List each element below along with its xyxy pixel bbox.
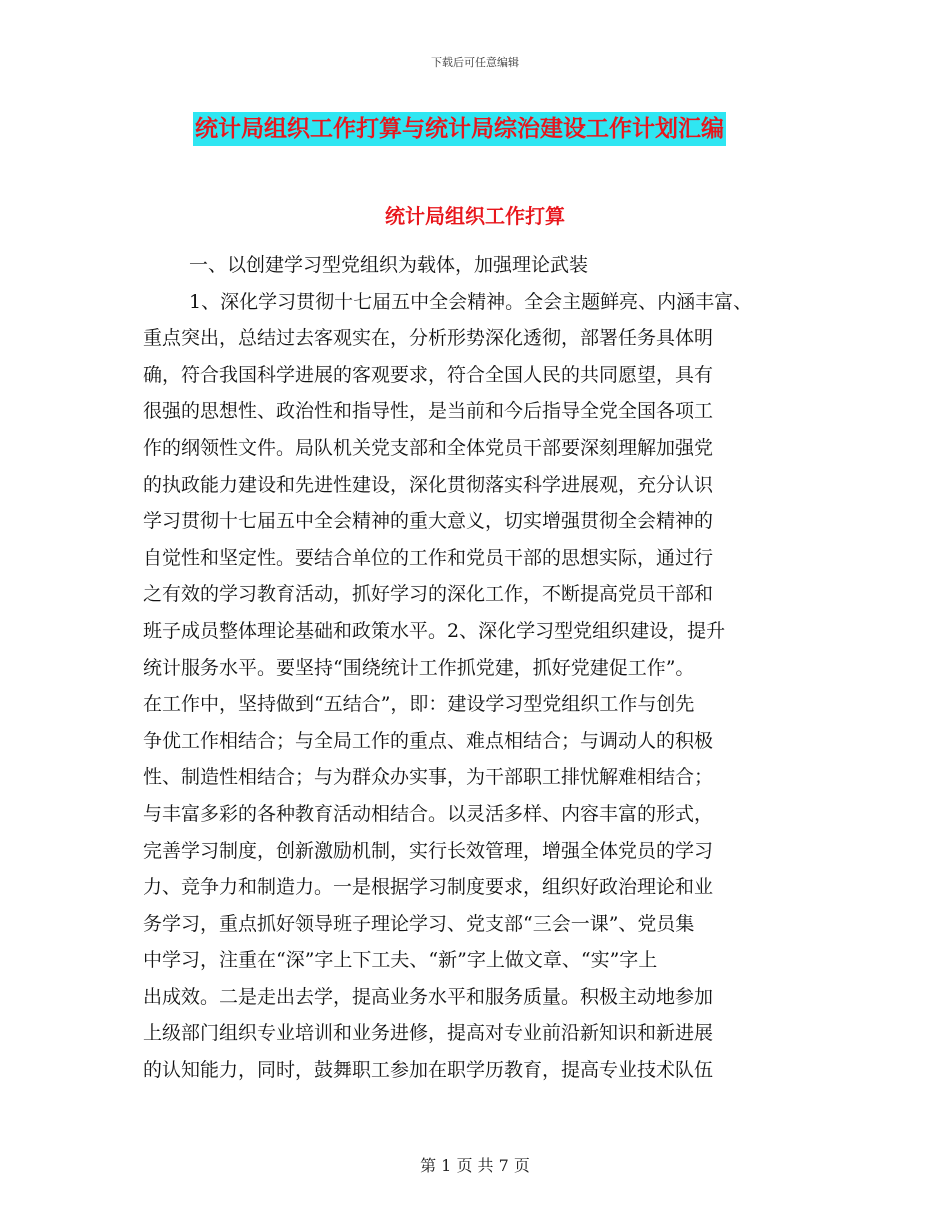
footer-suffix: 页	[513, 1156, 530, 1175]
body-text	[143, 247, 813, 1089]
body-line: 确，符合我国科学进展的客观要求，符合全国人民的共同愿望，具有	[143, 363, 714, 386]
body-line: 学习贯彻十七届五中全会精神的重大意义，切实增强贯彻全会精神的	[143, 510, 714, 533]
body-line: 重点突出，总结过去客观实在，分析形势深化透彻，部署任务具体明	[143, 327, 714, 350]
body-line: 1、深化学习贯彻十七届五中全会精神。全会主题鲜亮、内涵丰富、	[189, 290, 753, 313]
body-line: 完善学习制度，创新激励机制，实行长效管理，增强全体党员的学习	[143, 839, 714, 862]
body-line: 统计服务水平。要坚持“围绕统计工作抓党建，抓好党建促工作”。	[143, 656, 695, 679]
body-line: 上级部门组织专业培训和业务进修，提高对专业前沿新知识和新进展	[143, 1022, 714, 1045]
header-note: 下载后可任意编辑	[431, 56, 519, 69]
body-line: 出成效。二是走出去学，提高业务水平和服务质量。积极主动地参加	[143, 985, 714, 1008]
footer-prefix: 第	[420, 1156, 437, 1175]
body-line: 班子成员整体理论基础和政策水平。2、深化学习型党组织建设，提升	[143, 619, 726, 642]
page-footer	[0, 1153, 950, 1176]
body-line: 与丰富多彩的各种教育活动相结合。以灵活多样、内容丰富的形式，	[143, 802, 714, 825]
section-title: 统计局组织工作打算	[385, 204, 565, 228]
footer-middle: 页 共	[456, 1156, 494, 1175]
footer-total-pages: 7	[498, 1156, 509, 1175]
body-line: 争优工作相结合；与全局工作的重点、难点相结合；与调动人的积极	[143, 729, 714, 752]
footer-page-number: 1	[441, 1156, 452, 1175]
body-line: 自觉性和坚定性。要结合单位的工作和党员干部的思想实际，通过行	[143, 546, 714, 569]
body-line: 的执政能力建设和先进性建设，深化贯彻落实科学进展观，充分认识	[143, 473, 714, 496]
body-line: 在工作中，坚持做到“五结合”，即：建设学习型党组织工作与创先	[143, 693, 695, 716]
body-line: 一、以创建学习型党组织为载体，加强理论武装	[189, 254, 589, 276]
body-line: 之有效的学习教育活动，抓好学习的深化工作，不断提高党员干部和	[143, 583, 714, 606]
body-line: 很强的思想性、政治性和指导性，是当前和今后指导全党全国各项工	[143, 400, 714, 423]
body-line: 的认知能力，同时，鼓舞职工参加在职学历教育，提高专业技术队伍	[143, 1059, 714, 1082]
body-line: 中学习，注重在“深”字上下工夫、“新”字上做文章、“实”字上	[143, 949, 658, 972]
body-line: 力、竞争力和制造力。一是根据学习制度要求，组织好政治理论和业	[143, 876, 714, 899]
body-line: 作的纲领性文件。局队机关党支部和全体党员干部要深刻理解加强党	[143, 436, 714, 459]
body-line: 性、制造性相结合；与为群众办实事，为干部职工排忧解难相结合；	[143, 766, 714, 789]
body-line: 务学习，重点抓好领导班子理论学习、党支部“三会一课”、党员集	[143, 912, 695, 935]
document-title: 统计局组织工作打算与统计局综治建设工作计划汇编	[193, 112, 726, 146]
